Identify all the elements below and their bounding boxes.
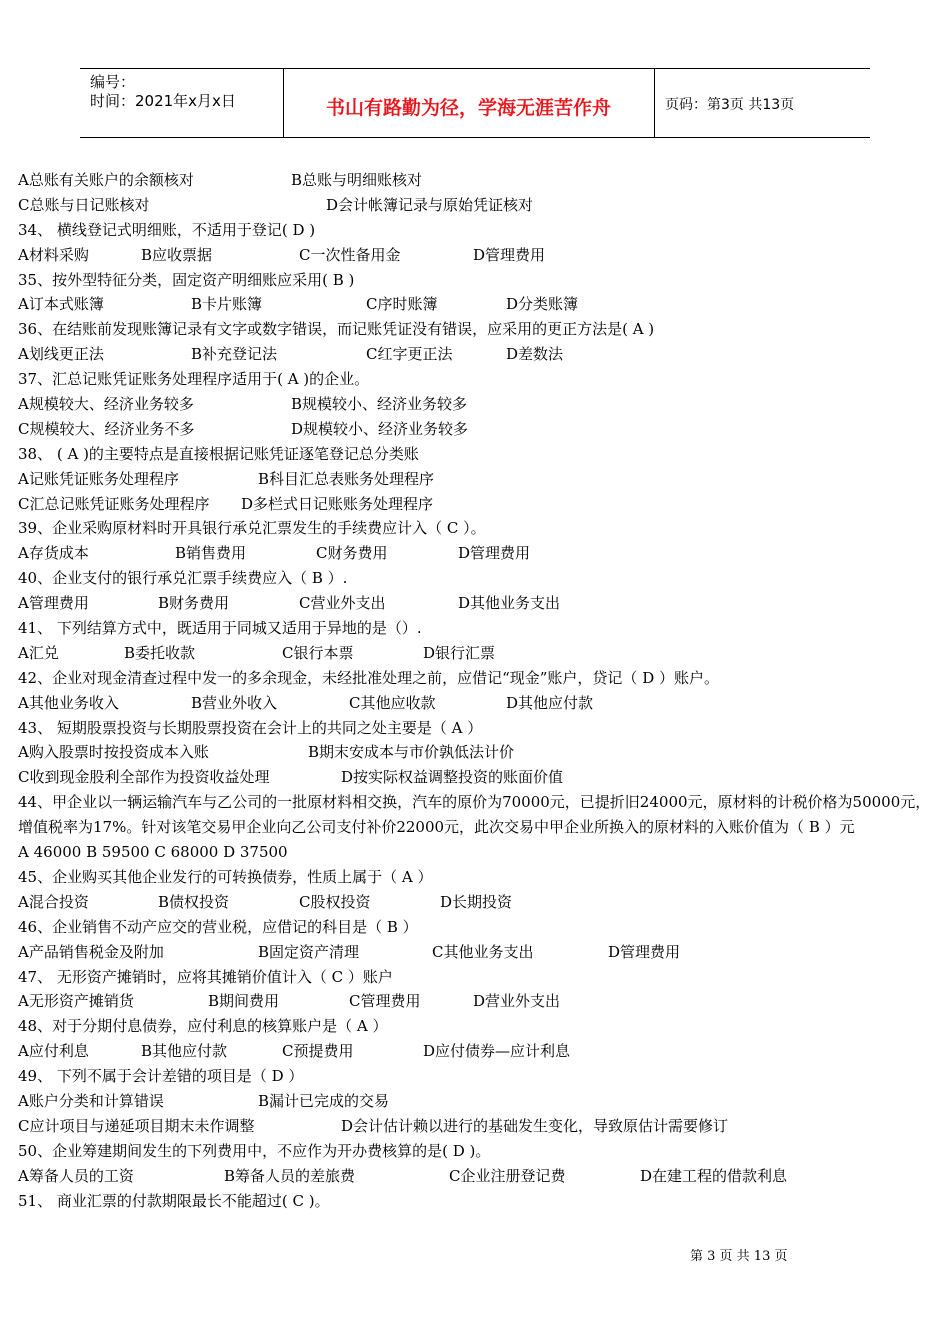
document-body bbox=[18, 168, 938, 1213]
question-text: 41、 下列结算方式中，既适用于同城又适用于异地的是（）. bbox=[18, 619, 422, 638]
text-line bbox=[18, 666, 938, 691]
text-line bbox=[18, 317, 938, 342]
answer-option: D营业外支出 bbox=[473, 992, 561, 1011]
time-label: 时间：2021年x月x日 bbox=[90, 92, 236, 110]
text-line bbox=[18, 193, 938, 218]
question-text: 39、企业采购原材料时开具银行承兑汇票发生的手续费应计入（ C ）。 bbox=[18, 519, 486, 538]
text-line bbox=[18, 915, 938, 940]
question-text: 50、企业筹建期间发生的下列费用中，不应作为开办费核算的是( D )。 bbox=[18, 1141, 491, 1160]
answer-option: C收到现金股利全部作为投资收益处理 bbox=[18, 768, 270, 787]
answer-option: D应付债券—应计利息 bbox=[423, 1042, 571, 1061]
question-lines-block-2 bbox=[18, 840, 938, 1213]
page-footer: 第 3 页 共 13 页 bbox=[690, 1249, 788, 1264]
answer-option: A汇兑 bbox=[18, 643, 59, 662]
question-text: 35、按外型特征分类，固定资产明细账应采用( B ) bbox=[18, 270, 355, 289]
answer-option: D管理费用 bbox=[608, 942, 681, 961]
answer-option: C序时账簿 bbox=[366, 295, 438, 314]
text-line bbox=[18, 566, 938, 591]
text-line bbox=[18, 940, 938, 965]
answer-option: B委托收款 bbox=[124, 643, 196, 662]
question-text: 49、 下列不属于会计差错的项目是（ D ） bbox=[18, 1067, 304, 1086]
text-line bbox=[18, 1089, 938, 1114]
answer-option: D其他业务支出 bbox=[458, 594, 561, 613]
answer-option: A规模较大、经济业务较多 bbox=[18, 395, 194, 414]
answer-option: B漏计已完成的交易 bbox=[258, 1091, 390, 1110]
text-line bbox=[18, 168, 938, 193]
answer-option: A存货成本 bbox=[18, 544, 89, 563]
text-line bbox=[18, 492, 938, 517]
answer-option: A筹备人员的工资 bbox=[18, 1166, 134, 1185]
text-line bbox=[18, 765, 938, 790]
text-line bbox=[18, 716, 938, 741]
answer-option: D长期投资 bbox=[440, 892, 513, 911]
answer-option: C其他业务支出 bbox=[432, 942, 534, 961]
question-text: 34、 横线登记式明细账，不适用于登记( D ) bbox=[18, 220, 316, 239]
text-line bbox=[18, 890, 938, 915]
answer-option: B固定资产清理 bbox=[258, 942, 360, 961]
question-44-text: 44、甲企业以一辆运输汽车与乙公司的一批原材料相交换，汽车的原价为70000元，已提折旧24000元，原材料的计税价格为50000元，增值税率为17%。针对该笔交易甲企业向乙公司支付补价22000元，此次交易中甲企业所换入的原材料的入账价值为（ B ）元 bbox=[18, 793, 931, 837]
answer-option: C汇总记账凭证账务处理程序 bbox=[18, 494, 210, 513]
answer-option: B规模较小、经济业务较多 bbox=[291, 395, 468, 414]
answer-option: B科目汇总表账务处理程序 bbox=[258, 469, 435, 488]
answer-option: C总账与日记账核对 bbox=[18, 195, 150, 214]
answer-option: C企业注册登记费 bbox=[449, 1166, 566, 1185]
question-text: 48、对于分期付息债券，应付利息的核算账户是（ A ） bbox=[18, 1017, 388, 1036]
question-text: 45、企业购买其他企业发行的可转换债券，性质上属于（ A ） bbox=[18, 867, 433, 886]
answer-option: A总账有关账户的余额核对 bbox=[18, 171, 194, 189]
answer-option: A材料采购 bbox=[18, 245, 89, 264]
answer-option: B卡片账簿 bbox=[191, 295, 263, 314]
answer-option: C红字更正法 bbox=[366, 345, 453, 364]
text-line bbox=[18, 1114, 938, 1139]
text-line bbox=[18, 367, 938, 392]
question-text: 47、 无形资产摊销时，应将其摊销价值计入（ C ）账户 bbox=[18, 967, 393, 986]
text-line bbox=[18, 442, 938, 467]
answer-option: A应付利息 bbox=[18, 1042, 89, 1061]
text-line bbox=[18, 641, 938, 666]
answer-option: B总账与明细账核对 bbox=[291, 171, 423, 189]
answer-option: B筹备人员的差旅费 bbox=[224, 1166, 356, 1185]
question-text: 51、 商业汇票的付款期限最长不能超过( C )。 bbox=[18, 1191, 330, 1210]
answer-option: B补充登记法 bbox=[191, 345, 278, 364]
question-text: 42、企业对现金清查过程中发一的多余现金，未经批准处理之前，应借记“现金”账户，贷记（ D ）账户。 bbox=[18, 668, 719, 687]
document-header bbox=[80, 68, 870, 138]
text-line bbox=[18, 516, 938, 541]
answer-option: D差数法 bbox=[506, 345, 564, 364]
answer-option: C一次性备用金 bbox=[299, 245, 401, 264]
answer-option: A划线更正法 bbox=[18, 345, 104, 364]
page-code: 页码：第3页 共13页 bbox=[665, 97, 795, 113]
text-line bbox=[18, 392, 938, 417]
answer-option: A账户分类和计算错误 bbox=[18, 1091, 164, 1110]
answer-option: B期末安成本与市价孰低法计价 bbox=[308, 743, 515, 762]
answer-option: B营业外收入 bbox=[191, 693, 278, 712]
text-line bbox=[18, 965, 938, 990]
answer-option: B期间费用 bbox=[208, 992, 280, 1011]
answer-option: D在建工程的借款利息 bbox=[640, 1166, 788, 1185]
header-middle-cell bbox=[283, 69, 655, 137]
answer-option: C应计项目与递延项目期末未作调整 bbox=[18, 1116, 255, 1135]
answer-option: B财务费用 bbox=[158, 594, 230, 613]
answer-option: B债权投资 bbox=[158, 892, 230, 911]
answer-option: D多栏式日记账账务处理程序 bbox=[241, 494, 434, 513]
answer-option: D按实际权益调整投资的账面价值 bbox=[341, 768, 564, 787]
answer-option: C营业外支出 bbox=[299, 594, 386, 613]
answer-option: B其他应付款 bbox=[141, 1042, 228, 1061]
motto: 书山有路勤为径，学海无涯苦作舟 bbox=[325, 97, 611, 119]
answer-option: C银行本票 bbox=[282, 643, 354, 662]
text-line bbox=[18, 1064, 938, 1089]
answer-option: A购入股票时按投资成本入账 bbox=[18, 743, 209, 762]
text-line bbox=[18, 1189, 938, 1214]
header-left-cell bbox=[80, 69, 284, 137]
answer-option: D管理费用 bbox=[473, 245, 546, 264]
answer-option: D会计估计赖以进行的基础发生变化，导致原估计需要修订 bbox=[341, 1116, 729, 1135]
answer-option: C规模较大、经济业务不多 bbox=[18, 419, 195, 438]
header-right-cell bbox=[655, 69, 870, 137]
text-line bbox=[18, 1139, 938, 1164]
number-label: 编号： bbox=[90, 73, 136, 91]
text-line bbox=[18, 1164, 938, 1189]
answer-option: A记账凭证账务处理程序 bbox=[18, 469, 179, 488]
answer-option: B销售费用 bbox=[175, 544, 247, 563]
text-line bbox=[18, 243, 938, 268]
answer-option: D其他应付款 bbox=[506, 693, 594, 712]
question-text: A 46000 B 59500 C 68000 D 37500 bbox=[18, 843, 288, 862]
text-line bbox=[18, 616, 938, 641]
text-line bbox=[18, 541, 938, 566]
answer-option: C财务费用 bbox=[316, 544, 388, 563]
text-line bbox=[18, 591, 938, 616]
text-line bbox=[18, 1039, 938, 1064]
answer-option: D分类账簿 bbox=[506, 295, 579, 314]
question-text: 40、企业支付的银行承兑汇票手续费应入（ B ）. bbox=[18, 569, 348, 588]
answer-option: C股权投资 bbox=[299, 892, 371, 911]
text-line bbox=[18, 740, 938, 765]
text-line bbox=[18, 989, 938, 1014]
question-text: 37、汇总记账凭证账务处理程序适用于( A )的企业。 bbox=[18, 370, 370, 389]
text-line bbox=[18, 417, 938, 442]
text-line bbox=[18, 1014, 938, 1039]
answer-option: D规模较小、经济业务较多 bbox=[291, 419, 469, 438]
text-line bbox=[18, 467, 938, 492]
answer-option: B应收票据 bbox=[141, 245, 213, 264]
question-text: 43、 短期股票投资与长期股票投资在会计上的共同之处主要是（ A ） bbox=[18, 718, 483, 737]
text-line bbox=[18, 218, 938, 243]
answer-option: A无形资产摊销货 bbox=[18, 992, 134, 1011]
answer-option: A订本式账簿 bbox=[18, 295, 104, 314]
question-lines-block-1 bbox=[18, 168, 938, 790]
answer-option: A产品销售税金及附加 bbox=[18, 942, 164, 961]
answer-option: A管理费用 bbox=[18, 594, 89, 613]
question-text: 38、 ( A )的主要特点是直接根据记账凭证逐笔登记总分类账 bbox=[18, 444, 419, 463]
text-line bbox=[18, 865, 938, 890]
answer-option: C管理费用 bbox=[349, 992, 421, 1011]
answer-option: D会计帐簿记录与原始凭证核对 bbox=[326, 195, 534, 214]
text-line bbox=[18, 268, 938, 293]
question-text: 46、企业销售不动产应交的营业税，应借记的科目是（ B ） bbox=[18, 917, 418, 936]
text-line bbox=[18, 342, 938, 367]
answer-option: C预提费用 bbox=[282, 1042, 354, 1061]
text-line bbox=[18, 292, 938, 317]
text-line bbox=[18, 840, 938, 865]
answer-option: C其他应收款 bbox=[349, 693, 436, 712]
text-line bbox=[18, 691, 938, 716]
answer-option: A混合投资 bbox=[18, 892, 89, 911]
answer-option: D银行汇票 bbox=[423, 643, 496, 662]
question-text: 36、在结账前发现账簿记录有文字或数字错误，而记账凭证没有错误，应采用的更正方法是( A ) bbox=[18, 320, 655, 339]
answer-option: D管理费用 bbox=[458, 544, 531, 563]
answer-option: A其他业务收入 bbox=[18, 693, 119, 712]
